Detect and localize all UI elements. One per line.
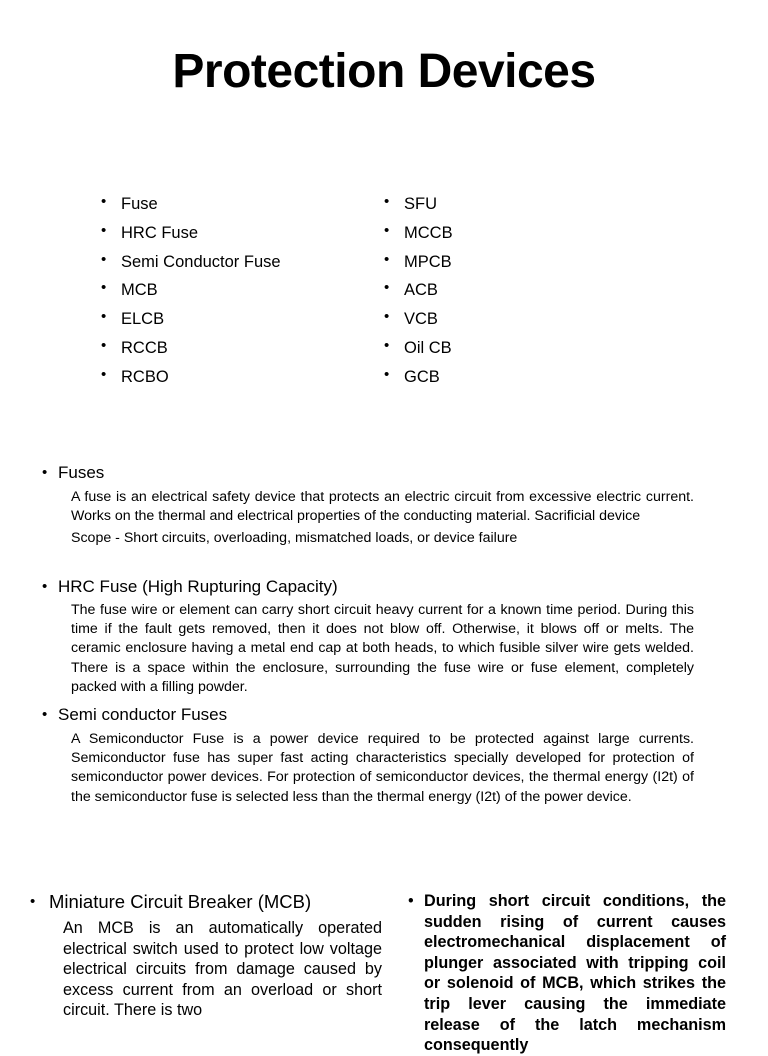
device-list-right bbox=[384, 190, 453, 392]
fuses-scope: Scope - Short circuits, overloading, mismatched loads, or device failure bbox=[71, 530, 518, 547]
list-item: • ELCB bbox=[101, 305, 281, 334]
list-item: • Oil CB bbox=[384, 334, 453, 363]
hrc-fuse-section bbox=[42, 576, 694, 697]
mcb-body bbox=[63, 918, 382, 1021]
list-item: • RCCB bbox=[101, 334, 281, 363]
short-circuit-description: • During short circuit conditions, the sudden rising of current causes electromechanical displacement of plunger associated with tripping coil or solenoid of MCB, which strikes the trip lever causing the immediate release of the latch mechanism consequently bbox=[408, 891, 726, 1056]
semiconductor-fuse-description: A Semiconductor Fuse is a power device required to be protected against large currents. Semiconductor fuse has super fast acting characteristics specially developed for protection of semiconductor power devices. For protection of semiconductor devices, the thermal energy (I2t) of the semiconductor fuse is selected less than the thermal energy (I2t) of the power device. bbox=[71, 731, 694, 805]
semiconductor-fuse-heading: • Semi conductor Fuses bbox=[42, 704, 694, 726]
list-item: • SFU bbox=[384, 190, 453, 219]
list-item: • MPCB bbox=[384, 248, 453, 277]
fuses-body bbox=[71, 488, 694, 549]
mcb-section bbox=[30, 890, 382, 1021]
device-list-left bbox=[101, 190, 281, 392]
page-title: Protection Devices bbox=[172, 45, 596, 98]
semiconductor-fuse-section bbox=[42, 704, 694, 807]
fuses-heading: • Fuses bbox=[42, 462, 694, 484]
list-item: • MCB bbox=[101, 276, 281, 305]
fuses-description: A fuse is an electrical safety device that protects an electric circuit from excessive electric current. Works on the thermal and electrical properties of the conducting material. Sacrificial device bbox=[71, 489, 694, 525]
hrc-fuse-description: The fuse wire or element can carry short circuit heavy current for a known time period. During this time if the fault gets removed, then it does not blow off. Otherwise, it blows off or melts. The ceramic enclosure having a metal end cap at both heads, to which fusible silver wire gets welded. There is a space within the enclosure, surrounding the fuse wire or fuse element, completely packed with a filling powder. bbox=[71, 602, 694, 695]
hrc-fuse-body bbox=[71, 601, 694, 697]
list-item: • VCB bbox=[384, 305, 453, 334]
list-item: • MCCB bbox=[384, 219, 453, 248]
hrc-fuse-heading: • HRC Fuse (High Rupturing Capacity) bbox=[42, 576, 694, 598]
mcb-heading: • Miniature Circuit Breaker (MCB) bbox=[30, 890, 382, 914]
list-item: • HRC Fuse bbox=[101, 219, 281, 248]
list-item: • Fuse bbox=[101, 190, 281, 219]
semiconductor-fuse-body bbox=[71, 730, 694, 807]
list-item: • GCB bbox=[384, 363, 453, 392]
fuses-section bbox=[42, 462, 694, 549]
list-item: • ACB bbox=[384, 276, 453, 305]
list-item: • Semi Conductor Fuse bbox=[101, 248, 281, 277]
mcb-description: An MCB is an automatically operated electrical switch used to protect low voltage electrical circuits from damage caused by excess current from an overload or short circuit. There is two bbox=[63, 919, 382, 1020]
list-item: • RCBO bbox=[101, 363, 281, 392]
short-circuit-section bbox=[408, 891, 726, 1056]
